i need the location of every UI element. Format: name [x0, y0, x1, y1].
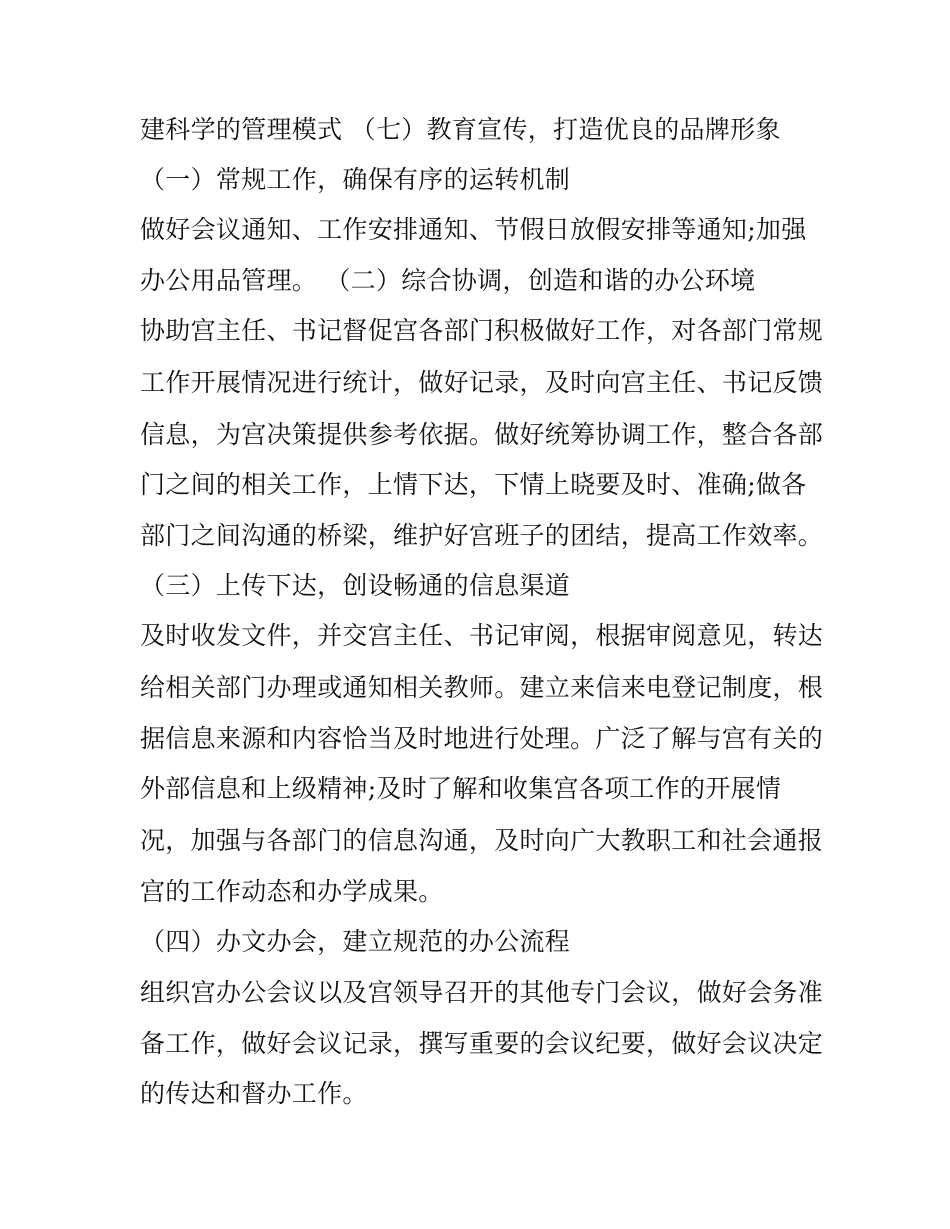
text-line: 建科学的管理模式 （七）教育宣传，打造优良的品牌形象: [140, 115, 781, 144]
text-line: 备工作，做好会议记录，撰写重要的会议纪要，做好会议决定: [140, 1029, 824, 1058]
text-line: 组织宫办公会议以及宫领导召开的其他专门会议，做好会务准: [140, 978, 824, 1007]
text-line: 门之间的相关工作，上情下达，下情上晓要及时、准确;做各: [140, 470, 807, 499]
section-heading: （四）办文办会，建立规范的办公流程: [140, 927, 571, 956]
text-line: 据信息来源和内容恰当及时地进行处理。广泛了解与宫有关的: [140, 724, 824, 753]
text-line: 况，加强与各部门的信息沟通，及时向广大教职工和社会通报: [140, 826, 824, 855]
text-line: 办公用品管理。 （二）综合协调，创造和谐的办公环境: [140, 266, 756, 295]
text-line: 部门之间沟通的桥梁，维护好宫班子的团结，提高工作效率。: [140, 521, 824, 550]
text-line: 及时收发文件，并交宫主任、书记审阅，根据审阅意见，转达: [140, 621, 824, 650]
text-line: 协助宫主任、书记督促宫各部门积极做好工作，对各部门常规: [140, 316, 824, 345]
text-line: 信息，为宫决策提供参考依据。做好统筹协调工作，整合各部: [140, 420, 824, 449]
text-line: 外部信息和上级精神;及时了解和收集宫各项工作的开展情: [140, 774, 782, 803]
section-heading: （三）上传下达，创设畅通的信息渠道: [140, 571, 571, 600]
section-heading: （一）常规工作，确保有序的运转机制: [140, 165, 571, 194]
text-line: 给相关部门办理或通知相关教师。建立来信来电登记制度，根: [140, 673, 824, 702]
text-line: 宫的工作动态和办学成果。: [140, 877, 444, 906]
text-line: 工作开展情况进行统计，做好记录，及时向宫主任、书记反馈: [140, 368, 824, 397]
text-line: 做好会议通知、工作安排通知、节假日放假安排等通知;加强: [140, 215, 807, 244]
text-line: 的传达和督办工作。: [140, 1079, 368, 1108]
